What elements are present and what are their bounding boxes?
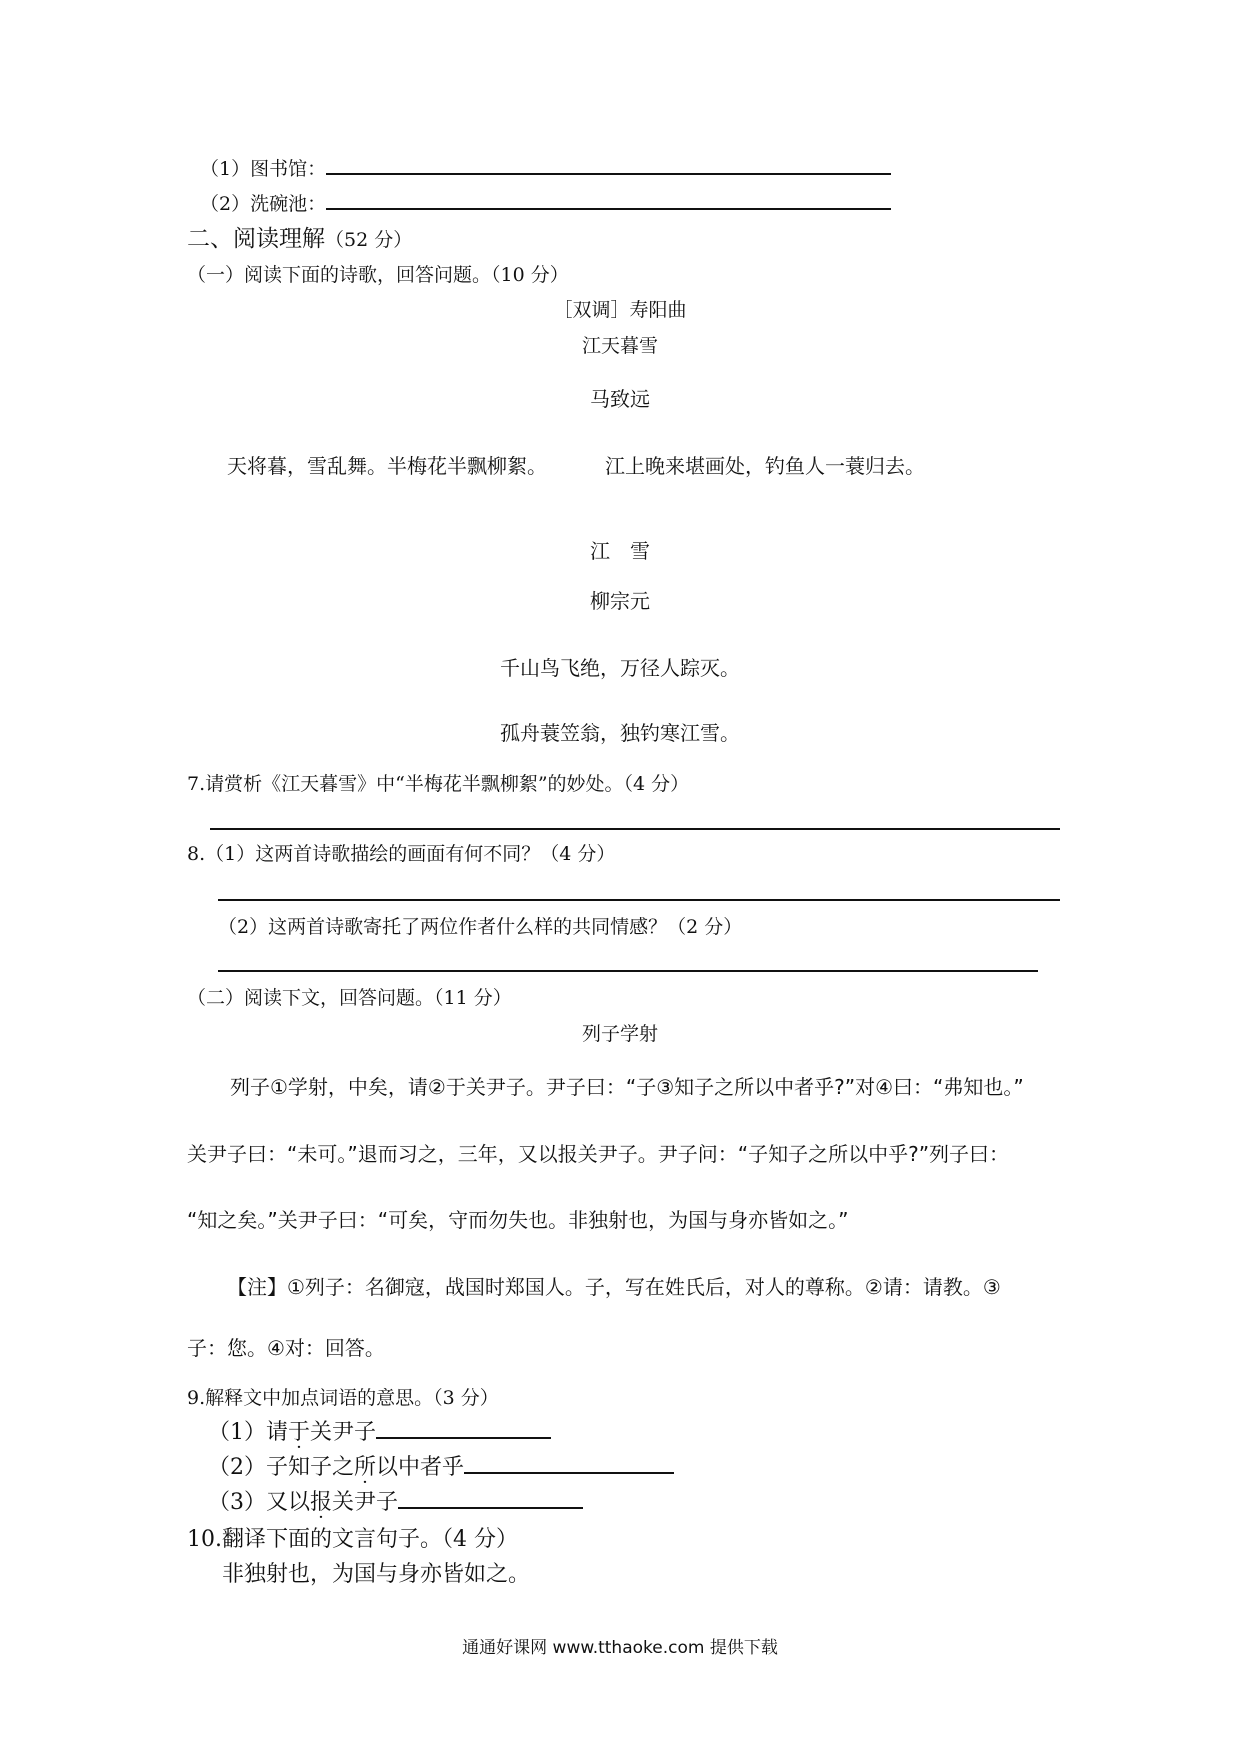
q10-sentence: 非独射也，为国与身亦皆如之。	[222, 1562, 531, 1587]
dotted-word: 报	[310, 1490, 333, 1515]
section-score: （52 分）	[325, 229, 413, 251]
page-footer: 通通好课网 www.tthaoke.com 提供下载	[462, 1638, 778, 1658]
part2-intro: （二）阅读下文，回答问题。（11 分）	[187, 987, 512, 1009]
item-library	[200, 155, 891, 181]
dotted-word: 所	[354, 1455, 377, 1480]
poem2-line1: 千山鸟飞绝，万径人踪灭。	[500, 656, 740, 680]
question-9: 9.解释文中加点词语的意思。（3 分）	[187, 1387, 499, 1409]
poem2-author: 柳宗元	[590, 589, 650, 613]
poem1-line-a: 天将暮，雪乱舞。半梅花半飘柳絮。	[227, 454, 547, 478]
poem2-line2: 孤舟蓑笠翁，独钓寒江雪。	[500, 721, 740, 745]
question-8-1: 8.（1）这两首诗歌描绘的画面有何不同？（4 分）	[187, 843, 616, 865]
poem1-title: 江天暮雪	[581, 335, 658, 357]
passage-title: 列子学射	[581, 1023, 658, 1045]
item-sink-label: （2）洗碗池：	[200, 193, 327, 215]
q9-item-1-pre: （1）请	[208, 1420, 288, 1445]
q9-item-1-post: 关尹子	[310, 1420, 377, 1445]
dotted-word: 于	[288, 1420, 311, 1445]
answer-line-q7[interactable]	[210, 828, 1060, 830]
passage-para-2: 关尹子曰：“未可。”退而习之，三年，又以报关尹子。尹子问：“子知子之所以中乎?”列子曰：	[187, 1142, 1010, 1166]
q9-item-3-pre: （3）又以	[208, 1490, 310, 1515]
question-7: 7.请赏析《江天暮雪》中“半梅花半飘柳絮”的妙处。（4 分）	[187, 773, 690, 795]
q9-item-2-post: 以中者乎	[376, 1455, 465, 1480]
passage-para-3: “知之矣。”关尹子曰：“可矣，守而勿失也。非独射也，为国与身亦皆如之。”	[187, 1208, 849, 1232]
answer-blank[interactable]	[326, 190, 891, 210]
answer-blank[interactable]	[376, 1417, 551, 1439]
poem1-author: 马致远	[590, 387, 650, 411]
passage-para-1: 列子①学射，中矣，请②于关尹子。尹子曰：“子③知子之所以中者乎?”对④曰：“弗知也。”	[230, 1075, 1024, 1099]
answer-blank[interactable]	[464, 1452, 674, 1474]
q9-item-2	[208, 1452, 674, 1482]
answer-blank[interactable]	[398, 1487, 583, 1509]
q9-item-3-post: 关尹子	[332, 1490, 399, 1515]
answer-line-q8-2[interactable]	[218, 970, 1038, 972]
passage-note-2: 子：您。④对：回答。	[187, 1336, 385, 1360]
poem2-title: 江 雪	[590, 539, 650, 563]
answer-line-q8-1[interactable]	[218, 899, 1060, 901]
q9-item-1	[208, 1417, 551, 1447]
poem1-genre: ［双调］寿阳曲	[553, 299, 687, 321]
section-title: 二、阅读理解	[187, 226, 325, 252]
poem1-line-b: 江上晚来堪画处，钓鱼人一蓑归去。	[605, 454, 925, 478]
part1-intro: （一）阅读下面的诗歌，回答问题。（10 分）	[187, 264, 569, 286]
item-sink	[200, 190, 891, 216]
section-heading	[187, 226, 412, 252]
q9-item-3	[208, 1487, 583, 1517]
question-8-2: （2）这两首诗歌寄托了两位作者什么样的共同情感？（2 分）	[218, 916, 743, 938]
passage-note-1: 【注】①列子：名御寇，战国时郑国人。子，写在姓氏后，对人的尊称。②请：请教。③	[227, 1275, 1001, 1299]
answer-blank[interactable]	[326, 155, 891, 175]
question-10: 10.翻译下面的文言句子。（4 分）	[187, 1527, 518, 1552]
item-library-label: （1）图书馆：	[200, 158, 327, 180]
q9-item-2-pre: （2）子知子之	[208, 1455, 354, 1480]
